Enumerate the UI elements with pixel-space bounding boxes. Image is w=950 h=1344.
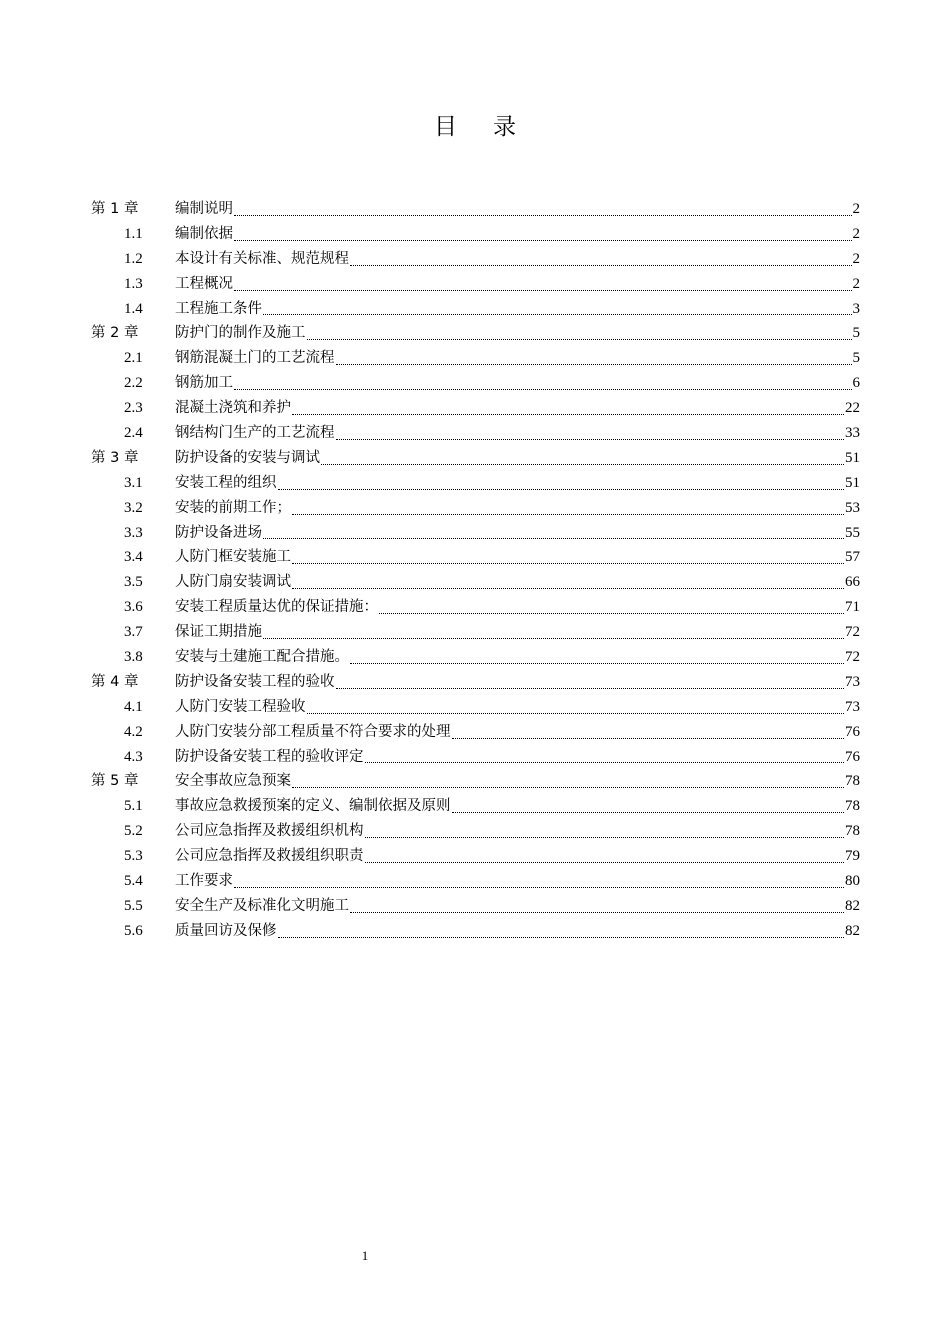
dot-leader (365, 745, 845, 770)
toc-entry-number: 2.1 (124, 350, 143, 367)
toc-entry-number: 1.1 (124, 225, 143, 242)
dot-leader (292, 496, 844, 521)
toc-entry-number: 4.3 (124, 748, 143, 765)
toc-entry-title: 安装的前期工作； (175, 499, 291, 516)
dot-leader (234, 222, 852, 247)
toc-entry-title: 防护设备安装工程的验收 (175, 673, 335, 690)
toc-chapter-entry[interactable] (91, 197, 860, 222)
toc-entry-title: 工程概况 (175, 275, 233, 292)
toc-title-char-1: 目 (434, 114, 457, 140)
dot-leader (292, 396, 844, 421)
toc-entry-title: 编制说明 (175, 201, 233, 217)
toc-section-entry[interactable] (91, 570, 860, 595)
toc-entry-number: 3.8 (124, 649, 143, 666)
toc-entry-title: 公司应急指挥及救援组织机构 (175, 823, 364, 840)
toc-entry-number: 5.3 (124, 848, 143, 865)
dot-leader (263, 620, 844, 645)
toc-entry-title: 人防门安装工程验收 (175, 698, 306, 715)
toc-entry-number: 第 3 章 (91, 449, 139, 466)
toc-entry-number: 2.3 (124, 400, 143, 417)
toc-section-entry[interactable] (91, 869, 860, 894)
toc-entry-number: 2.2 (124, 375, 143, 392)
toc-entry-title: 公司应急指挥及救援组织职责 (175, 848, 364, 865)
toc-section-entry[interactable] (91, 794, 860, 819)
toc-section-entry[interactable] (91, 471, 860, 496)
dot-leader (292, 769, 844, 794)
dot-leader (263, 521, 844, 546)
toc-entry-page-number: 82 (845, 922, 860, 939)
toc-chapter-entry[interactable] (91, 446, 860, 471)
toc-entry-title: 安装工程质量达优的保证措施： (175, 599, 378, 616)
toc-entry-page-number: 78 (845, 773, 860, 790)
toc-section-entry[interactable] (91, 620, 860, 645)
toc-section-entry[interactable] (91, 645, 860, 670)
toc-section-entry[interactable] (91, 844, 860, 869)
toc-section-entry[interactable] (91, 346, 860, 371)
toc-entry-title: 工作要求 (175, 873, 233, 890)
dot-leader (452, 720, 845, 745)
toc-entry-page-number: 73 (845, 673, 860, 690)
toc-entry-number: 3.1 (124, 474, 143, 491)
dot-leader (365, 819, 845, 844)
toc-entry-page-number: 73 (845, 698, 860, 715)
toc-entry-number: 第 5 章 (91, 773, 139, 790)
toc-entry-page-number: 76 (845, 723, 860, 740)
toc-entry-number: 3.2 (124, 499, 143, 516)
toc-entry-title: 防护设备的安装与调试 (175, 449, 320, 466)
dot-leader (263, 297, 852, 322)
toc-entry-title: 混凝土浇筑和养护 (175, 400, 291, 417)
toc-entry-number: 5.4 (124, 873, 143, 890)
dot-leader (292, 570, 844, 595)
toc-entry-number: 第 1 章 (91, 201, 139, 217)
toc-entry-number: 3.6 (124, 599, 143, 616)
dot-leader (234, 197, 852, 222)
dot-leader (379, 595, 844, 620)
toc-entry-page-number: 76 (845, 748, 860, 765)
toc-entry-page-number: 79 (845, 848, 860, 865)
toc-section-entry[interactable] (91, 595, 860, 620)
toc-section-entry[interactable] (91, 695, 860, 720)
toc-entry-number: 1.4 (124, 300, 143, 317)
table-of-contents (91, 197, 860, 944)
toc-entry-title: 事故应急救援预案的定义、编制依据及原则 (175, 798, 451, 815)
toc-entry-number: 第 4 章 (91, 673, 139, 690)
toc-entry-page-number: 5 (852, 350, 860, 367)
toc-section-entry[interactable] (91, 396, 860, 421)
toc-entry-title: 钢筋加工 (175, 375, 233, 392)
toc-section-entry[interactable] (91, 745, 860, 770)
toc-entry-title: 防护门的制作及施工 (175, 325, 306, 342)
dot-leader (350, 247, 852, 272)
toc-chapter-entry[interactable] (91, 670, 860, 695)
toc-entry-page-number: 57 (845, 549, 860, 566)
toc-entry-page-number: 3 (852, 300, 860, 317)
toc-section-entry[interactable] (91, 521, 860, 546)
toc-section-entry[interactable] (91, 496, 860, 521)
toc-entry-page-number: 72 (845, 624, 860, 641)
toc-entry-title: 人防门安装分部工程质量不符合要求的处理 (175, 723, 451, 740)
dot-leader (336, 346, 852, 371)
toc-entry-number: 5.5 (124, 897, 143, 914)
toc-section-entry[interactable] (91, 919, 860, 944)
toc-chapter-entry[interactable] (91, 769, 860, 794)
toc-entry-page-number: 80 (845, 873, 860, 890)
toc-entry-number: 3.7 (124, 624, 143, 641)
toc-section-entry[interactable] (91, 894, 860, 919)
toc-title (0, 108, 950, 141)
toc-entry-page-number: 51 (845, 449, 860, 466)
toc-entry-title: 保证工期措施 (175, 624, 262, 641)
toc-entry-number: 3.4 (124, 549, 143, 566)
toc-entry-title: 防护设备安装工程的验收评定 (175, 748, 364, 765)
dot-leader (452, 794, 845, 819)
toc-entry-page-number: 78 (845, 823, 860, 840)
toc-section-entry[interactable] (91, 297, 860, 322)
dot-leader (350, 894, 844, 919)
toc-section-entry[interactable] (91, 222, 860, 247)
toc-entry-number: 5.2 (124, 823, 143, 840)
toc-entry-title: 编制依据 (175, 225, 233, 242)
toc-chapter-entry[interactable] (91, 321, 860, 346)
dot-leader (321, 446, 844, 471)
toc-entry-page-number: 78 (845, 798, 860, 815)
toc-entry-title: 钢结构门生产的工艺流程 (175, 425, 335, 442)
toc-entry-page-number: 33 (845, 425, 860, 442)
toc-entry-page-number: 2 (852, 201, 860, 217)
toc-entry-page-number: 2 (852, 275, 860, 292)
toc-entry-title: 安装工程的组织 (175, 474, 277, 491)
toc-entry-page-number: 22 (845, 400, 860, 417)
dot-leader (350, 645, 844, 670)
dot-leader (307, 321, 852, 346)
toc-entry-number: 5.6 (124, 922, 143, 939)
toc-entry-number: 2.4 (124, 425, 143, 442)
toc-entry-title: 钢筋混凝土门的工艺流程 (175, 350, 335, 367)
toc-entry-page-number: 55 (845, 524, 860, 541)
toc-entry-number: 3.5 (124, 574, 143, 591)
toc-entry-title: 人防门框安装施工 (175, 549, 291, 566)
toc-entry-number: 1.2 (124, 250, 143, 267)
toc-entry-title: 安全生产及标准化文明施工 (175, 897, 349, 914)
footer-page-number: 1 (361, 1248, 369, 1263)
toc-title-char-2: 录 (493, 114, 516, 140)
toc-entry-title: 质量回访及保修 (175, 922, 277, 939)
toc-entry-title: 安全事故应急预案 (175, 773, 291, 790)
toc-section-entry[interactable] (91, 720, 860, 745)
dot-leader (234, 371, 852, 396)
toc-entry-number: 1.3 (124, 275, 143, 292)
toc-section-entry[interactable] (91, 371, 860, 396)
dot-leader (336, 670, 845, 695)
toc-entry-page-number: 6 (852, 375, 860, 392)
toc-entry-title: 人防门扇安装调试 (175, 574, 291, 591)
toc-entry-page-number: 72 (845, 649, 860, 666)
toc-section-entry[interactable] (91, 272, 860, 297)
toc-section-entry[interactable] (91, 819, 860, 844)
toc-entry-number: 4.2 (124, 723, 143, 740)
toc-section-entry[interactable] (91, 545, 860, 570)
toc-entry-title: 工程施工条件 (175, 300, 262, 317)
toc-entry-number: 4.1 (124, 698, 143, 715)
toc-entry-title: 安装与土建施工配合措施。 (175, 649, 349, 666)
toc-entry-page-number: 71 (845, 599, 860, 616)
toc-entry-page-number: 53 (845, 499, 860, 516)
dot-leader (336, 421, 845, 446)
toc-entry-number: 5.1 (124, 798, 143, 815)
toc-entry-number: 3.3 (124, 524, 143, 541)
toc-entry-page-number: 66 (845, 574, 860, 591)
toc-entry-number: 第 2 章 (91, 325, 139, 342)
toc-entry-page-number: 51 (845, 474, 860, 491)
dot-leader (365, 844, 845, 869)
toc-entry-title: 防护设备进场 (175, 524, 262, 541)
toc-entry-page-number: 5 (852, 325, 860, 342)
dot-leader (234, 272, 852, 297)
dot-leader (307, 695, 845, 720)
dot-leader (278, 919, 845, 944)
dot-leader (234, 869, 844, 894)
toc-entry-page-number: 2 (852, 250, 860, 267)
toc-section-entry[interactable] (91, 421, 860, 446)
toc-entry-page-number: 2 (852, 225, 860, 242)
dot-leader (278, 471, 845, 496)
dot-leader (292, 545, 844, 570)
toc-entry-page-number: 82 (845, 897, 860, 914)
toc-section-entry[interactable] (91, 247, 860, 272)
toc-entry-title: 本设计有关标准、规范规程 (175, 250, 349, 267)
